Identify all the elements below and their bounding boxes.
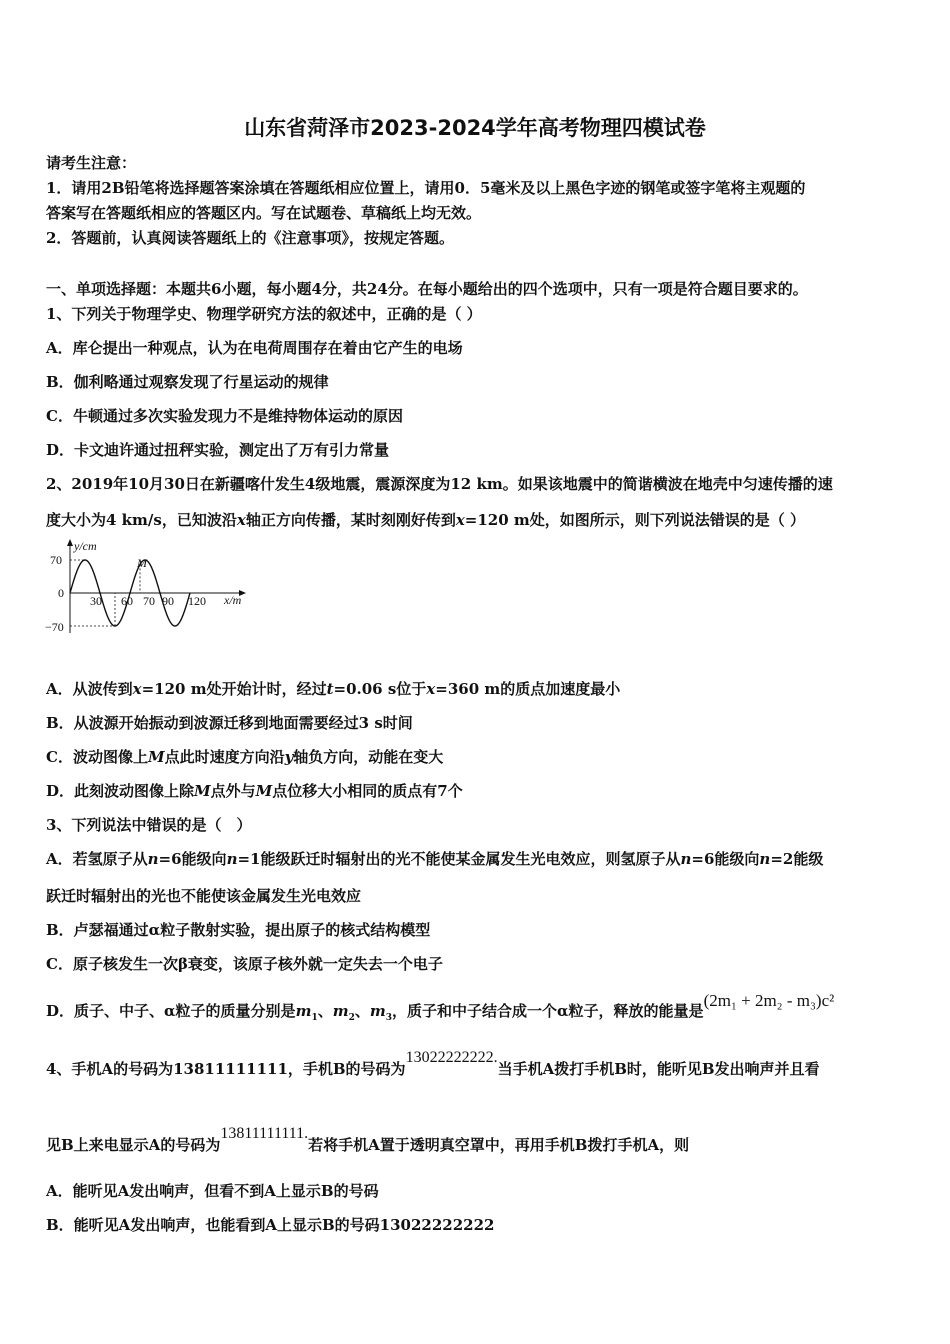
wave-graph [42, 538, 257, 638]
y-axis-label: y/cm [74, 539, 97, 553]
q3-option-b: B．卢瑟福通过α粒子散射实验，提出原子的核式结构模型 [46, 921, 431, 939]
q3-option-d: D．质子、中子、α粒子的质量分别是$m_1$、$m_2$、$m_3$，质子和中子结合成一个α粒子，释放的能量是(2m₁ + 2m₂ - m₃)c² [46, 991, 835, 1023]
q2-stem-line1: 2、2019年10月30日在新疆喀什发生4级地震，震源深度为12 km。如果该地震中的简谐横波在地壳中匀速传播的速 [46, 475, 833, 493]
y-tick-0: 0 [58, 586, 64, 600]
q2-option-d: D．此刻波动图像上除M点外与M点位移大小相同的质点有7个 [46, 782, 463, 800]
q3-stem: 3、下列说法中错误的是（ ） [46, 816, 252, 834]
x-tick-60: 60 [121, 594, 133, 608]
q3-option-a-line2: 跃迁时辐射出的光也不能使该金属发生光电效应 [46, 887, 362, 905]
q1-option-c: C．牛顿通过多次实验发现力不是维持物体运动的原因 [46, 407, 403, 425]
q2-option-c: C．波动图像上M点此时速度方向沿y轴负方向，动能在变大 [46, 748, 444, 766]
notice-item-1b: 答案写在答题纸相应的答题区内。写在试题卷、草稿纸上均无效。 [46, 204, 482, 222]
phone-a-number: 13811111111. [220, 1125, 309, 1142]
q4-option-a: A．能听见A发出响声，但看不到A上显示B的号码 [46, 1182, 379, 1200]
q1-option-b: B．伽利略通过观察发现了行星运动的规律 [46, 373, 329, 391]
q4-stem-line1: 4、手机A的号码为13811111111，手机B的号码为13022222222.当手机A拨打手机B时，能听见B发出响声并且看 [46, 1049, 820, 1078]
q2-stem-line2: 度大小为4 km/s，已知波沿x轴正方向传播，某时刻刚好传到x=120 m处，如图所示，则下列说法错误的是（ ） [46, 511, 805, 529]
q1-option-a: A．库仑提出一种观点，认为在电荷周围存在着由它产生的电场 [46, 339, 463, 357]
x-tick-120: 120 [188, 594, 206, 608]
notice-heading: 请考生注意： [46, 154, 137, 172]
point-m-label: M [137, 556, 147, 570]
q1-stem: 1、下列关于物理学史、物理学研究方法的叙述中，正确的是（ ） [46, 305, 482, 323]
page-title: 山东省菏泽市2023-2024学年高考物理四模试卷 [244, 116, 706, 140]
q1-option-d: D．卡文迪许通过扭秤实验，测定出了万有引力常量 [46, 441, 390, 459]
notice-item-1a: 1．请用2B铅笔将选择题答案涂填在答题纸相应位置上，请用0．5毫米及以上黑色字迹的钢笔或签字笔将主观题的 [46, 179, 806, 197]
y-tick-70: 70 [50, 553, 62, 567]
q2-option-b: B．从波源开始振动到波源迁移到地面需要经过3 s时间 [46, 714, 413, 732]
q3-option-c: C．原子核发生一次β衰变，该原子核外就一定失去一个电子 [46, 955, 443, 973]
x-tick-90: 90 [162, 594, 174, 608]
q4-stem-line2: 见B上来电显示A的号码为13811111111.若将手机A置于透明真空罩中，再用手机B拨打手机A，则 [46, 1125, 690, 1154]
q2-option-a: A．从波传到x=120 m处开始计时，经过t=0.06 s位于x=360 m的质点加速度最小 [46, 680, 621, 698]
y-axis-arrow [67, 539, 73, 546]
section-heading: 一、单项选择题：本题共6小题，每小题4分，共24分。在每小题给出的四个选项中，只有一项是符合题目要求的。 [46, 280, 808, 298]
x-tick-30: 30 [90, 594, 102, 608]
phone-b-number: 13022222222. [405, 1049, 498, 1066]
y-tick-neg70: −70 [45, 620, 64, 634]
x-axis-label: x/m [224, 593, 242, 607]
x-tick-70: 70 [143, 594, 155, 608]
energy-formula: (2m₁ + 2m₂ - m₃)c² [703, 991, 835, 1010]
q3-option-a-line1: A．若氢原子从n=6能级向n=1能级跃迁时辐射出的光不能使某金属发生光电效应，则氢原子从n=6能级向n=2能级 [46, 850, 824, 868]
notice-item-2: 2．答题前，认真阅读答题纸上的《注意事项》，按规定答题。 [46, 229, 454, 247]
q4-option-b: B．能听见A发出响声，也能看到A上显示B的号码13022222222 [46, 1216, 495, 1234]
